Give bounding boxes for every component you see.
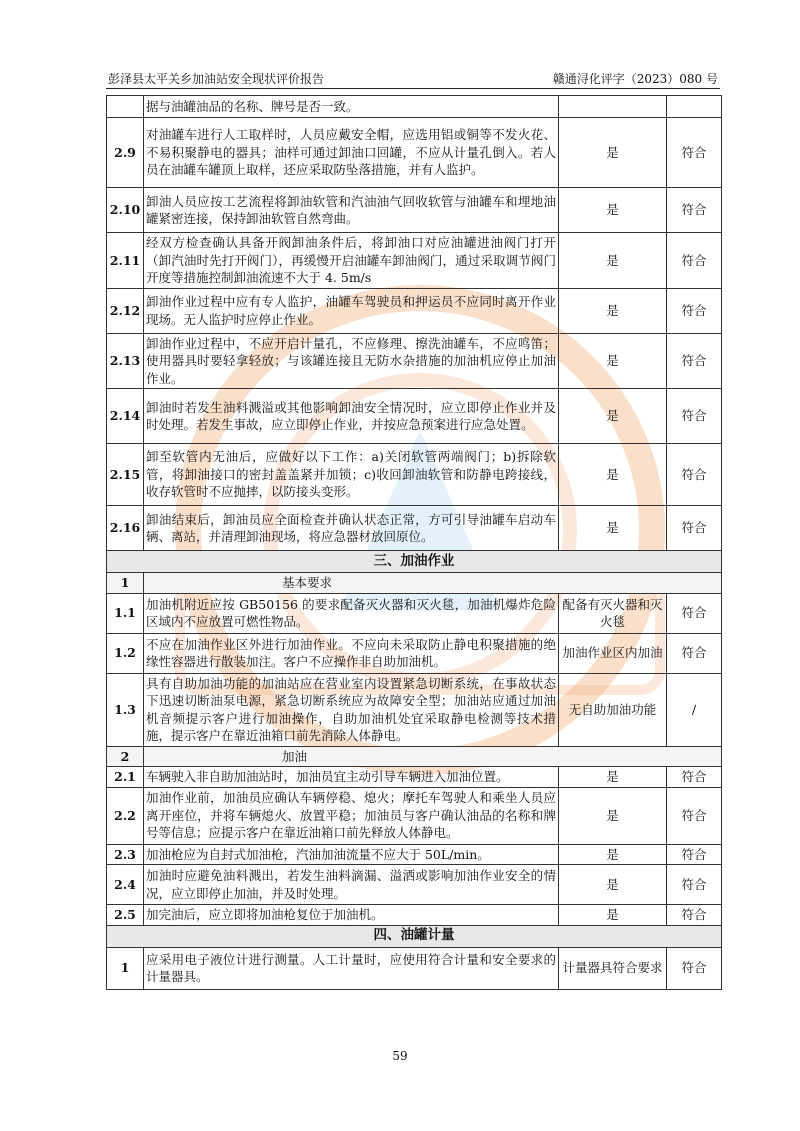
- item-requirement: 加油作业前，加油员应确认车辆停稳、熄火；摩托车驾驶人和乘坐人员应离开座位，并将车辆熄火、放置平稳；加油员与客户确认油品的名称和牌号等信息；应提示客户在靠近油箱口前先释放人体静电。: [144, 787, 559, 844]
- item-result: 符合: [667, 905, 722, 926]
- table-row: [107, 188, 722, 233]
- item-number: 2.9: [107, 118, 144, 188]
- table-row: [107, 633, 722, 673]
- section-heading-row: [107, 551, 722, 573]
- item-actual-status: 是: [559, 333, 667, 389]
- item-requirement: 加完油后，应立即将加油枪复位于加油机。: [144, 905, 559, 926]
- header-report-number: 赣通浔化评字（2023）080 号: [552, 72, 718, 86]
- item-number: 1.2: [107, 633, 144, 673]
- item-number: 2.4: [107, 865, 144, 905]
- table-row: [107, 444, 722, 506]
- table-row: [107, 947, 722, 989]
- item-number: 2.10: [107, 188, 144, 233]
- section-title: 四、油罐计量: [107, 925, 722, 947]
- subheading-number: 1: [107, 573, 144, 594]
- item-actual-status: 是: [559, 288, 667, 333]
- item-result: 符合: [667, 767, 722, 788]
- table-row: [107, 333, 722, 389]
- page-number: 59: [392, 1049, 408, 1063]
- table-row: [107, 118, 722, 188]
- item-requirement: 据与油罐油品的名称、牌号是否一致。: [144, 96, 559, 118]
- item-actual-status: 是: [559, 389, 667, 444]
- item-number: 2.15: [107, 444, 144, 506]
- subheading-label: 基本要求: [144, 573, 722, 594]
- item-requirement: 经双方检查确认具备开阀卸油条件后，将卸油口对应油罐进油阀门打开（卸汽油时先打开阀门），再缓慢开启油罐车卸油阀门，通过采取调节阀门开度等措施控制卸油流速不大于 4. 5m/s: [144, 233, 559, 289]
- subheading-number: 2: [107, 746, 144, 767]
- item-result: /: [667, 673, 722, 746]
- item-requirement: 加油机附近应按 GB50156 的要求配备灭火器和灭火毯，加油机爆炸危险区域内不应放置可燃性物品。: [144, 593, 559, 633]
- section-title: 三、加油作业: [107, 551, 722, 573]
- item-number: 2.2: [107, 787, 144, 844]
- item-result: 符合: [667, 233, 722, 289]
- item-result: 符合: [667, 865, 722, 905]
- item-actual-status: 是: [559, 844, 667, 865]
- item-number: 1.1: [107, 593, 144, 633]
- item-result: 符合: [667, 288, 722, 333]
- item-actual-status: 无自助加油功能: [559, 673, 667, 746]
- item-number: 1: [107, 947, 144, 989]
- page-header: [106, 66, 720, 89]
- item-number: 2.13: [107, 333, 144, 389]
- table-row: [107, 905, 722, 926]
- item-number: 2.16: [107, 506, 144, 551]
- table-row: [107, 233, 722, 289]
- checklist-table: [106, 95, 722, 990]
- item-result: 符合: [667, 333, 722, 389]
- item-result: 符合: [667, 188, 722, 233]
- item-number: 2.3: [107, 844, 144, 865]
- item-number: 2.5: [107, 905, 144, 926]
- item-actual-status: [559, 96, 667, 118]
- item-result: 符合: [667, 444, 722, 506]
- table-row: [107, 389, 722, 444]
- item-result: 符合: [667, 118, 722, 188]
- table-row: [107, 844, 722, 865]
- item-actual-status: 配备有灭火器和灭火毯: [559, 593, 667, 633]
- item-result: [667, 96, 722, 118]
- item-result: 符合: [667, 787, 722, 844]
- item-result: 符合: [667, 633, 722, 673]
- item-actual-status: 是: [559, 233, 667, 289]
- item-actual-status: 是: [559, 865, 667, 905]
- item-actual-status: 是: [559, 787, 667, 844]
- item-requirement: 对油罐车进行人工取样时，人员应戴安全帽，应选用铝或铜等不发火花、不易积聚静电的器具；油样可通过卸油口回罐，不应从计量孔倒入。若人员在油罐车罐顶上取样，还应采取防坠落措施，并有人监护。: [144, 118, 559, 188]
- table-row: [107, 865, 722, 905]
- section-heading-row: [107, 925, 722, 947]
- item-requirement: 不应在加油作业区外进行加油作业。不应向未采取防止静电积聚措施的绝缘性容器进行散装加注。客户不应操作非自助加油机。: [144, 633, 559, 673]
- item-number: 2.11: [107, 233, 144, 289]
- item-result: 符合: [667, 844, 722, 865]
- item-requirement: 加油时应避免油料溅出，若发生油料滴漏、溢洒或影响加油作业安全的情况，应立即停止加油，并及时处理。: [144, 865, 559, 905]
- subheading-label: 加油: [144, 746, 722, 767]
- table-row: [107, 673, 722, 746]
- item-number: 2.14: [107, 389, 144, 444]
- subheading-row: [107, 746, 722, 767]
- header-report-title: 彭泽县太平关乡加油站安全现状评价报告: [108, 72, 325, 86]
- table-row: [107, 96, 722, 118]
- item-actual-status: 是: [559, 506, 667, 551]
- item-requirement: 卸油作业过程中应有专人监护，油罐车驾驶员和押运员不应同时离开作业现场。无人监护时应停止作业。: [144, 288, 559, 333]
- subheading-row: [107, 573, 722, 594]
- item-requirement: 卸至软管内无油后，应做好以下工作：a)关闭软管两端阀门；b)拆除软管，将卸油接口的密封盖盖紧并加锁；c)收回卸油软管和防静电跨接线，收存软管时不应抛摔，以防接头变形。: [144, 444, 559, 506]
- item-actual-status: 是: [559, 188, 667, 233]
- item-result: 符合: [667, 593, 722, 633]
- item-number: [107, 96, 144, 118]
- item-actual-status: 是: [559, 118, 667, 188]
- table-row: [107, 787, 722, 844]
- table-row: [107, 593, 722, 633]
- item-number: 2.1: [107, 767, 144, 788]
- item-actual-status: 计量器具符合要求: [559, 947, 667, 989]
- item-actual-status: 加油作业区内加油: [559, 633, 667, 673]
- item-actual-status: 是: [559, 444, 667, 506]
- item-requirement: 加油枪应为自封式加油枪，汽油加油流量不应大于 50L/min。: [144, 844, 559, 865]
- item-number: 1.3: [107, 673, 144, 746]
- table-row: [107, 506, 722, 551]
- item-requirement: 应采用电子液位计进行测量。人工计量时，应使用符合计量和安全要求的计量器具。: [144, 947, 559, 989]
- item-result: 符合: [667, 389, 722, 444]
- item-requirement: 具有自助加油功能的加油站应在营业室内设置紧急切断系统，在事故状态下迅速切断油泵电源，紧急切断系统应为故障安全型；加油站应通过加油机音频提示客户进行加油操作，自助加油机处宜采取静电检测等技术措施，提示客户在靠近油箱口前先消除人体静电。: [144, 673, 559, 746]
- item-requirement: 卸油结束后，卸油员应全面检查并确认状态正常，方可引导油罐车启动车辆、离站，并清理卸油现场，将应急器材放回原位。: [144, 506, 559, 551]
- table-row: [107, 767, 722, 788]
- item-requirement: 卸油人员应按工艺流程将卸油软管和汽油油气回收软管与油罐车和埋地油罐紧密连接，保持卸油软管自然弯曲。: [144, 188, 559, 233]
- table-row: [107, 288, 722, 333]
- item-requirement: 车辆驶入非自助加油站时，加油员宜主动引导车辆进入加油位置。: [144, 767, 559, 788]
- item-number: 2.12: [107, 288, 144, 333]
- item-requirement: 卸油作业过程中，不应开启计量孔，不应修理、擦洗油罐车，不应鸣笛；使用器具时要轻拿轻放；与该罐连接且无防水杂措施的加油机应停止加油作业。: [144, 333, 559, 389]
- item-result: 符合: [667, 947, 722, 989]
- item-actual-status: 是: [559, 767, 667, 788]
- item-actual-status: 是: [559, 905, 667, 926]
- item-result: 符合: [667, 506, 722, 551]
- item-requirement: 卸油时若发生油料溅溢或其他影响卸油安全情况时，应立即停止作业并及时处理。若发生事故，应立即停止作业，并按应急预案进行应急处置。: [144, 389, 559, 444]
